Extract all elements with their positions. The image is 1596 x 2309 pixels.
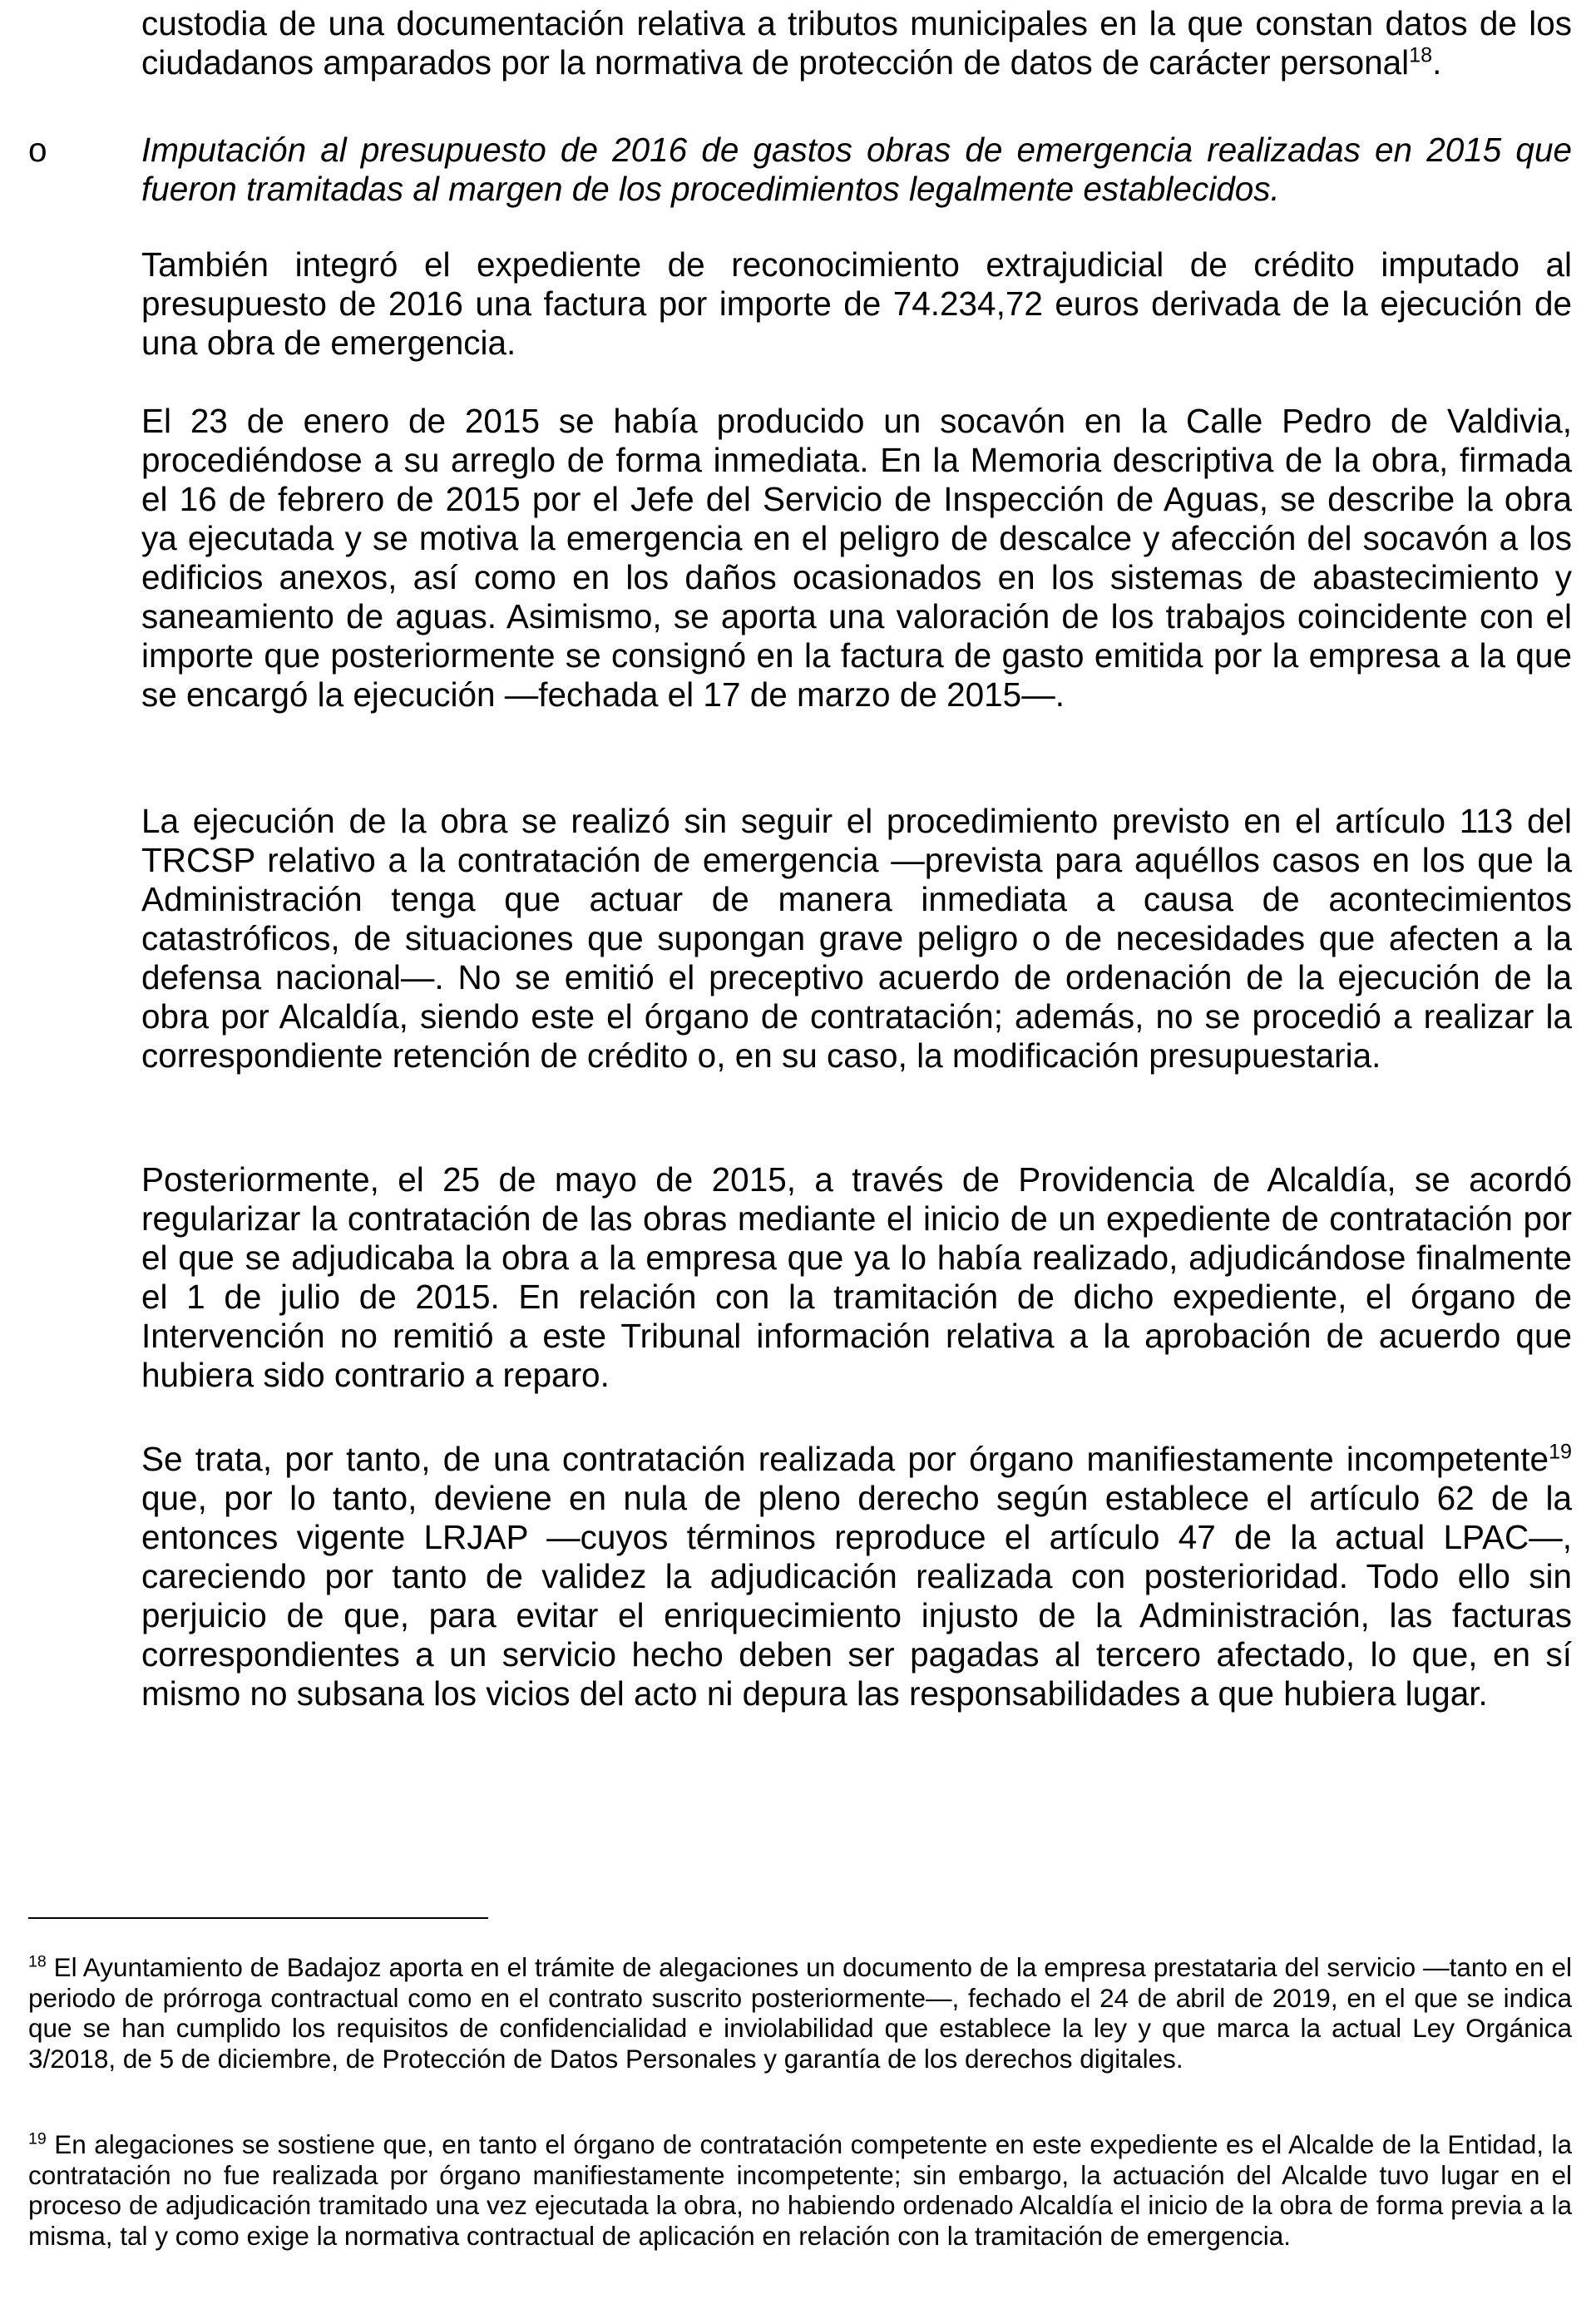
paragraph-regularization: Posteriormente, el 25 de mayo de 2015, a través de Providencia de Alcaldía, se acordó regularizar la contratación de las obras mediante el inicio de un expediente de contratación por el que se adjudicaba la obra a la empresa que ya lo había realizado, adjudicándose finalmente el 1 de julio de 2015. En relación con la tramitación de dicho expediente, el órgano de Intervención no remitió a este Tribunal información relativa a la aprobación de acuerdo que hubiera sido contrario a reparo. [141,1160,1572,1394]
footnote-19 [28,2129,1572,2251]
footnote-18 [28,1952,1572,2074]
footnote-number: 18 [28,1952,47,1971]
paragraph-procedure: La ejecución de la obra se realizó sin seguir el procedimiento previsto en el artículo 113 del TRCSP relativo a la contratación de emergencia —prevista para aquéllos casos en los que la Administración tenga que actuar de manera inmediata a causa de acontecimientos catastróficos, de situaciones que supongan grave peligro o de necesidades que afecten a la defensa nacional—. No se emitió el preceptivo acuerdo de ordenación de la ejecución de la obra por Alcaldía, siendo este el órgano de contratación; además, no se procedió a realizar la correspondiente retención de crédito o, en su caso, la modificación presupuestaria. [141,802,1572,1075]
paragraph-end: . [1432,43,1442,82]
paragraph-text: Se trata, por tanto, de una contratación realizada por órgano manifiestamente incompetente [141,1440,1549,1478]
paragraph-nullity [141,1440,1572,1713]
paragraph-sinkhole: El 23 de enero de 2015 se había producido un socavón en la Calle Pedro de Valdivia, procediéndose a su arreglo de forma inmediata. En la Memoria descriptiva de la obra, firmada el 16 de febrero de 2015 por el Jefe del Servicio de Inspección de Aguas, se describe la obra ya ejecutada y se motiva la emergencia en el peligro de descalce y afección del socavón a los edificios anexos, así como en los daños ocasionados en los sistemas de abastecimiento y saneamiento de aguas. Asimismo, se aporta una valoración de los trabajos coincidente con el importe que posteriormente se consignó en la factura de gasto emitida por la empresa a la que se encargó la ejecución —fechada el 17 de marzo de 2015—. [141,402,1572,714]
paragraph-text-rest: que, por lo tanto, deviene en nula de pleno derecho según establece el artículo 62 de la entonces vigente LRJAP —cuyos términos reproduce el artículo 47 de la actual LPAC—, careciendo por tanto de validez la adjudicación realizada con posterioridad. Todo ello sin perjuicio de que, para evitar el enriquecimiento injusto de la Administración, las facturas correspondientes a un servicio hecho deben ser pagadas al tercero afectado, lo que, en sí mismo no subsana los vicios del acto ni depura las responsabilidades a que hubiera lugar. [141,1479,1572,1713]
footnote-ref-18[interactable]: 18 [1409,43,1433,67]
footnote-text: El Ayuntamiento de Badajoz aporta en el trámite de alegaciones un documento de la empresa prestataria del servicio —tanto en el periodo de prórroga contractual como en el contrato suscrito posteriormente—, fechado el 24 de abril de 2019, en el que se indica que se han cumplido los requisitos de confidencialidad e inviolabilidad que establece la ley y que marca la actual Ley Orgánica 3/2018, de 5 de diciembre, de Protección de Datos Personales y garantía de los derechos digitales. [28,1952,1572,2074]
footnote-text: En alegaciones se sostiene que, en tanto el órgano de contratación competente en este expediente es el Alcalde de la Entidad, la contratación no fue realizada por órgano manifiestamente incompetente; sin embargo, la actuación del Alcalde tuvo lugar en el proceso de adjudicación tramitado una vez ejecutada la obra, no habiendo ordenado Alcaldía el inicio de la obra de forma previa a la misma, tal y como exige la normativa contractual de aplicación en relación con la tramitación de emergencia. [28,2129,1572,2251]
paragraph-continuation [141,4,1572,82]
bullet-marker: o [28,131,47,169]
footnote-separator [28,1917,488,1919]
footnote-number: 19 [28,2129,47,2148]
paragraph-text: custodia de una documentación relativa a tributos municipales en la que constan datos de los ciudadanos amparados por la normativa de protección de datos de carácter personal [141,4,1572,82]
paragraph-invoice: También integró el expediente de reconocimiento extrajudicial de crédito imputado al presupuesto de 2016 una factura por importe de 74.234,72 euros derivada de la ejecución de una obra de emergencia. [141,245,1572,362]
footnote-ref-19[interactable]: 19 [1549,1440,1572,1464]
bullet-heading: Imputación al presupuesto de 2016 de gastos obras de emergencia realizadas en 2015 que fueron tramitadas al margen de los procedimientos legalmente establecidos. [141,131,1572,208]
